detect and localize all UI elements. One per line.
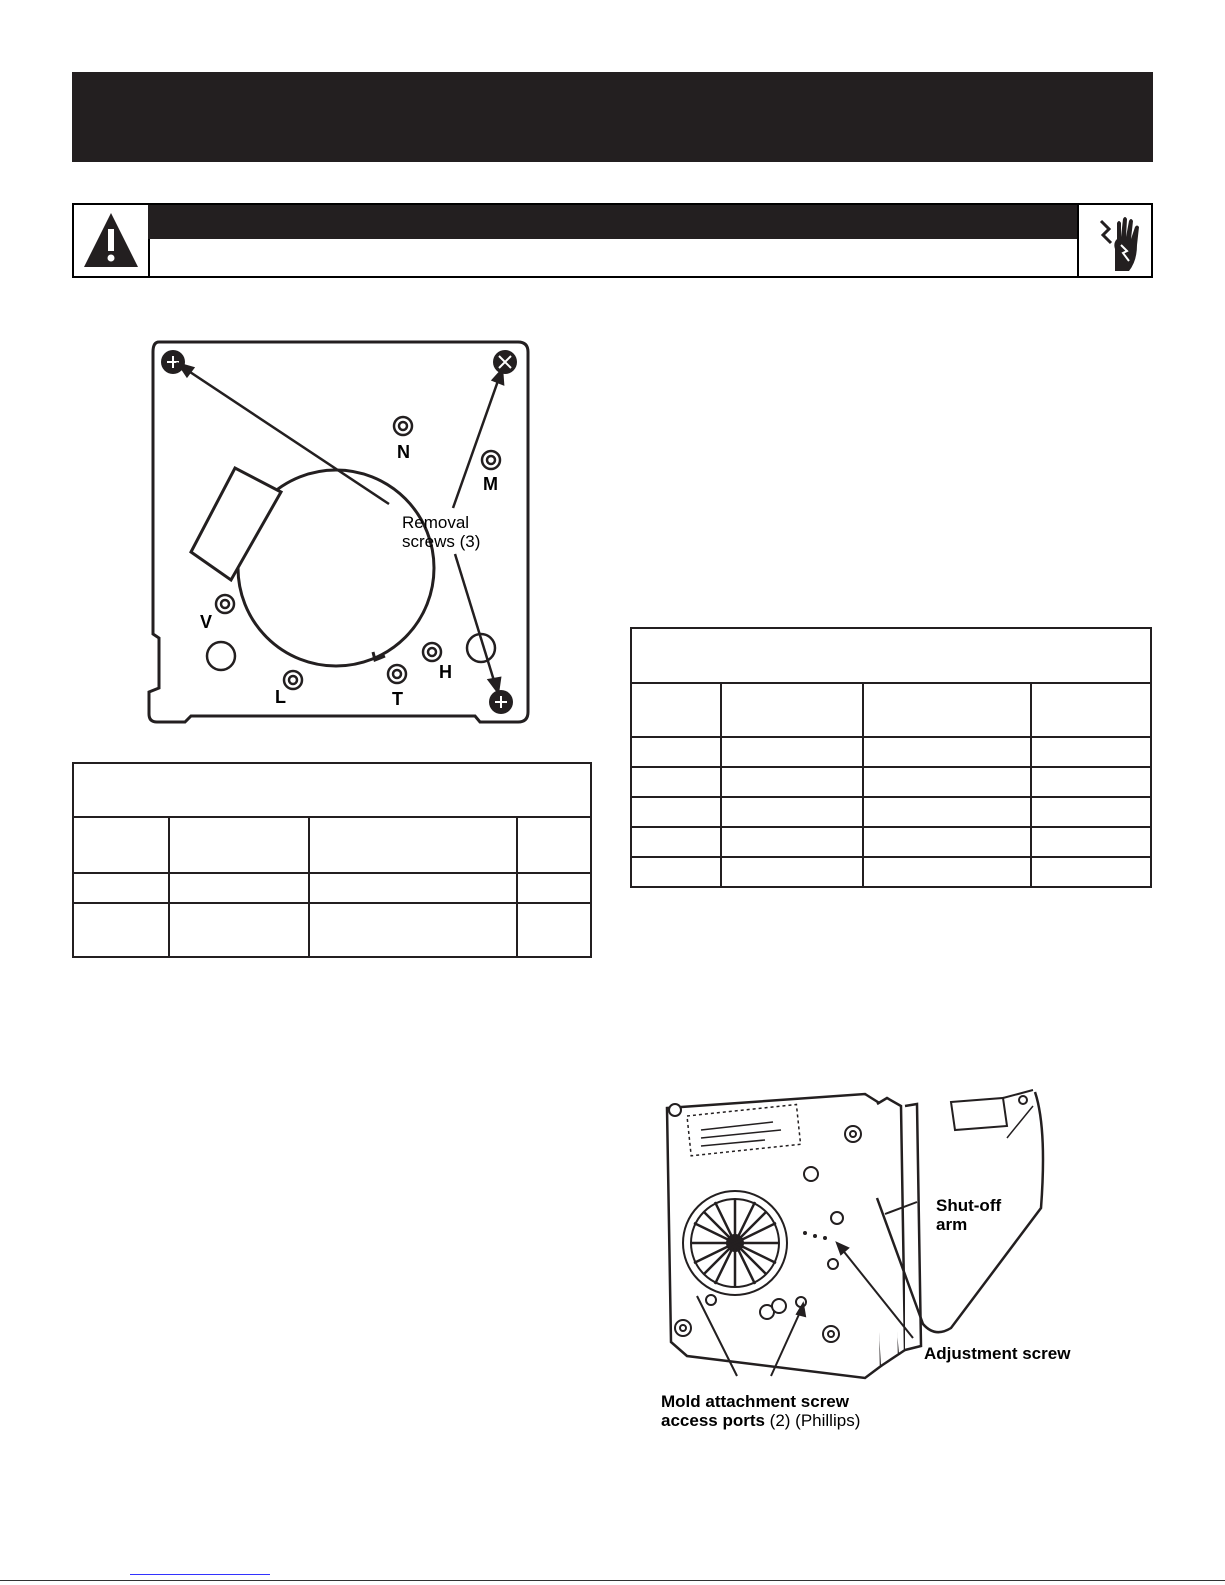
warning-header-band [148, 205, 1079, 239]
ice-maker-module-illustration [655, 1088, 1085, 1388]
section-header-bar [72, 72, 1153, 162]
terminal-label-t: T [392, 689, 403, 709]
removal-screw-top-left [161, 350, 185, 374]
table-header-cell [73, 817, 169, 873]
removal-screw-top-right [493, 350, 517, 374]
table-header-cell [169, 817, 309, 873]
table-title-cell [631, 628, 1151, 683]
terminal-label-v: V [200, 612, 213, 632]
left-data-table [72, 762, 592, 958]
table-title-cell [73, 763, 591, 817]
table-row [631, 737, 1151, 767]
right-data-table [630, 627, 1152, 888]
table-row [631, 797, 1151, 827]
table-header-cell [1031, 683, 1151, 737]
footer-link-underline [130, 1574, 270, 1575]
table-row [73, 873, 591, 903]
table-header-cell [631, 683, 721, 737]
warning-banner [72, 203, 1153, 278]
mold-access-ports-callout: Mold attachment screw access ports (2) (Phillips) [661, 1392, 861, 1430]
table-row [631, 827, 1151, 857]
table-header-cell [863, 683, 1031, 737]
electrical-shock-hand-icon [1077, 205, 1151, 276]
table-row [631, 857, 1151, 887]
table-header-cell [309, 817, 517, 873]
adjustment-screw-callout: Adjustment screw [924, 1344, 1071, 1363]
table-row [73, 903, 591, 957]
table-row [631, 767, 1151, 797]
removal-screw-bottom-right [489, 690, 513, 714]
table-header-cell [721, 683, 863, 737]
terminal-label-h: H [439, 662, 452, 682]
table-header-cell [517, 817, 591, 873]
shutoff-arm-callout: Shut-off arm [936, 1196, 1002, 1234]
terminal-label-l: L [275, 687, 286, 707]
warning-triangle-icon [74, 205, 150, 276]
removal-screws-callout: Removal screws (3) [402, 513, 481, 551]
footer-divider [0, 1580, 1225, 1581]
terminal-label-m: M [483, 474, 498, 494]
terminal-label-n: N [397, 442, 410, 462]
